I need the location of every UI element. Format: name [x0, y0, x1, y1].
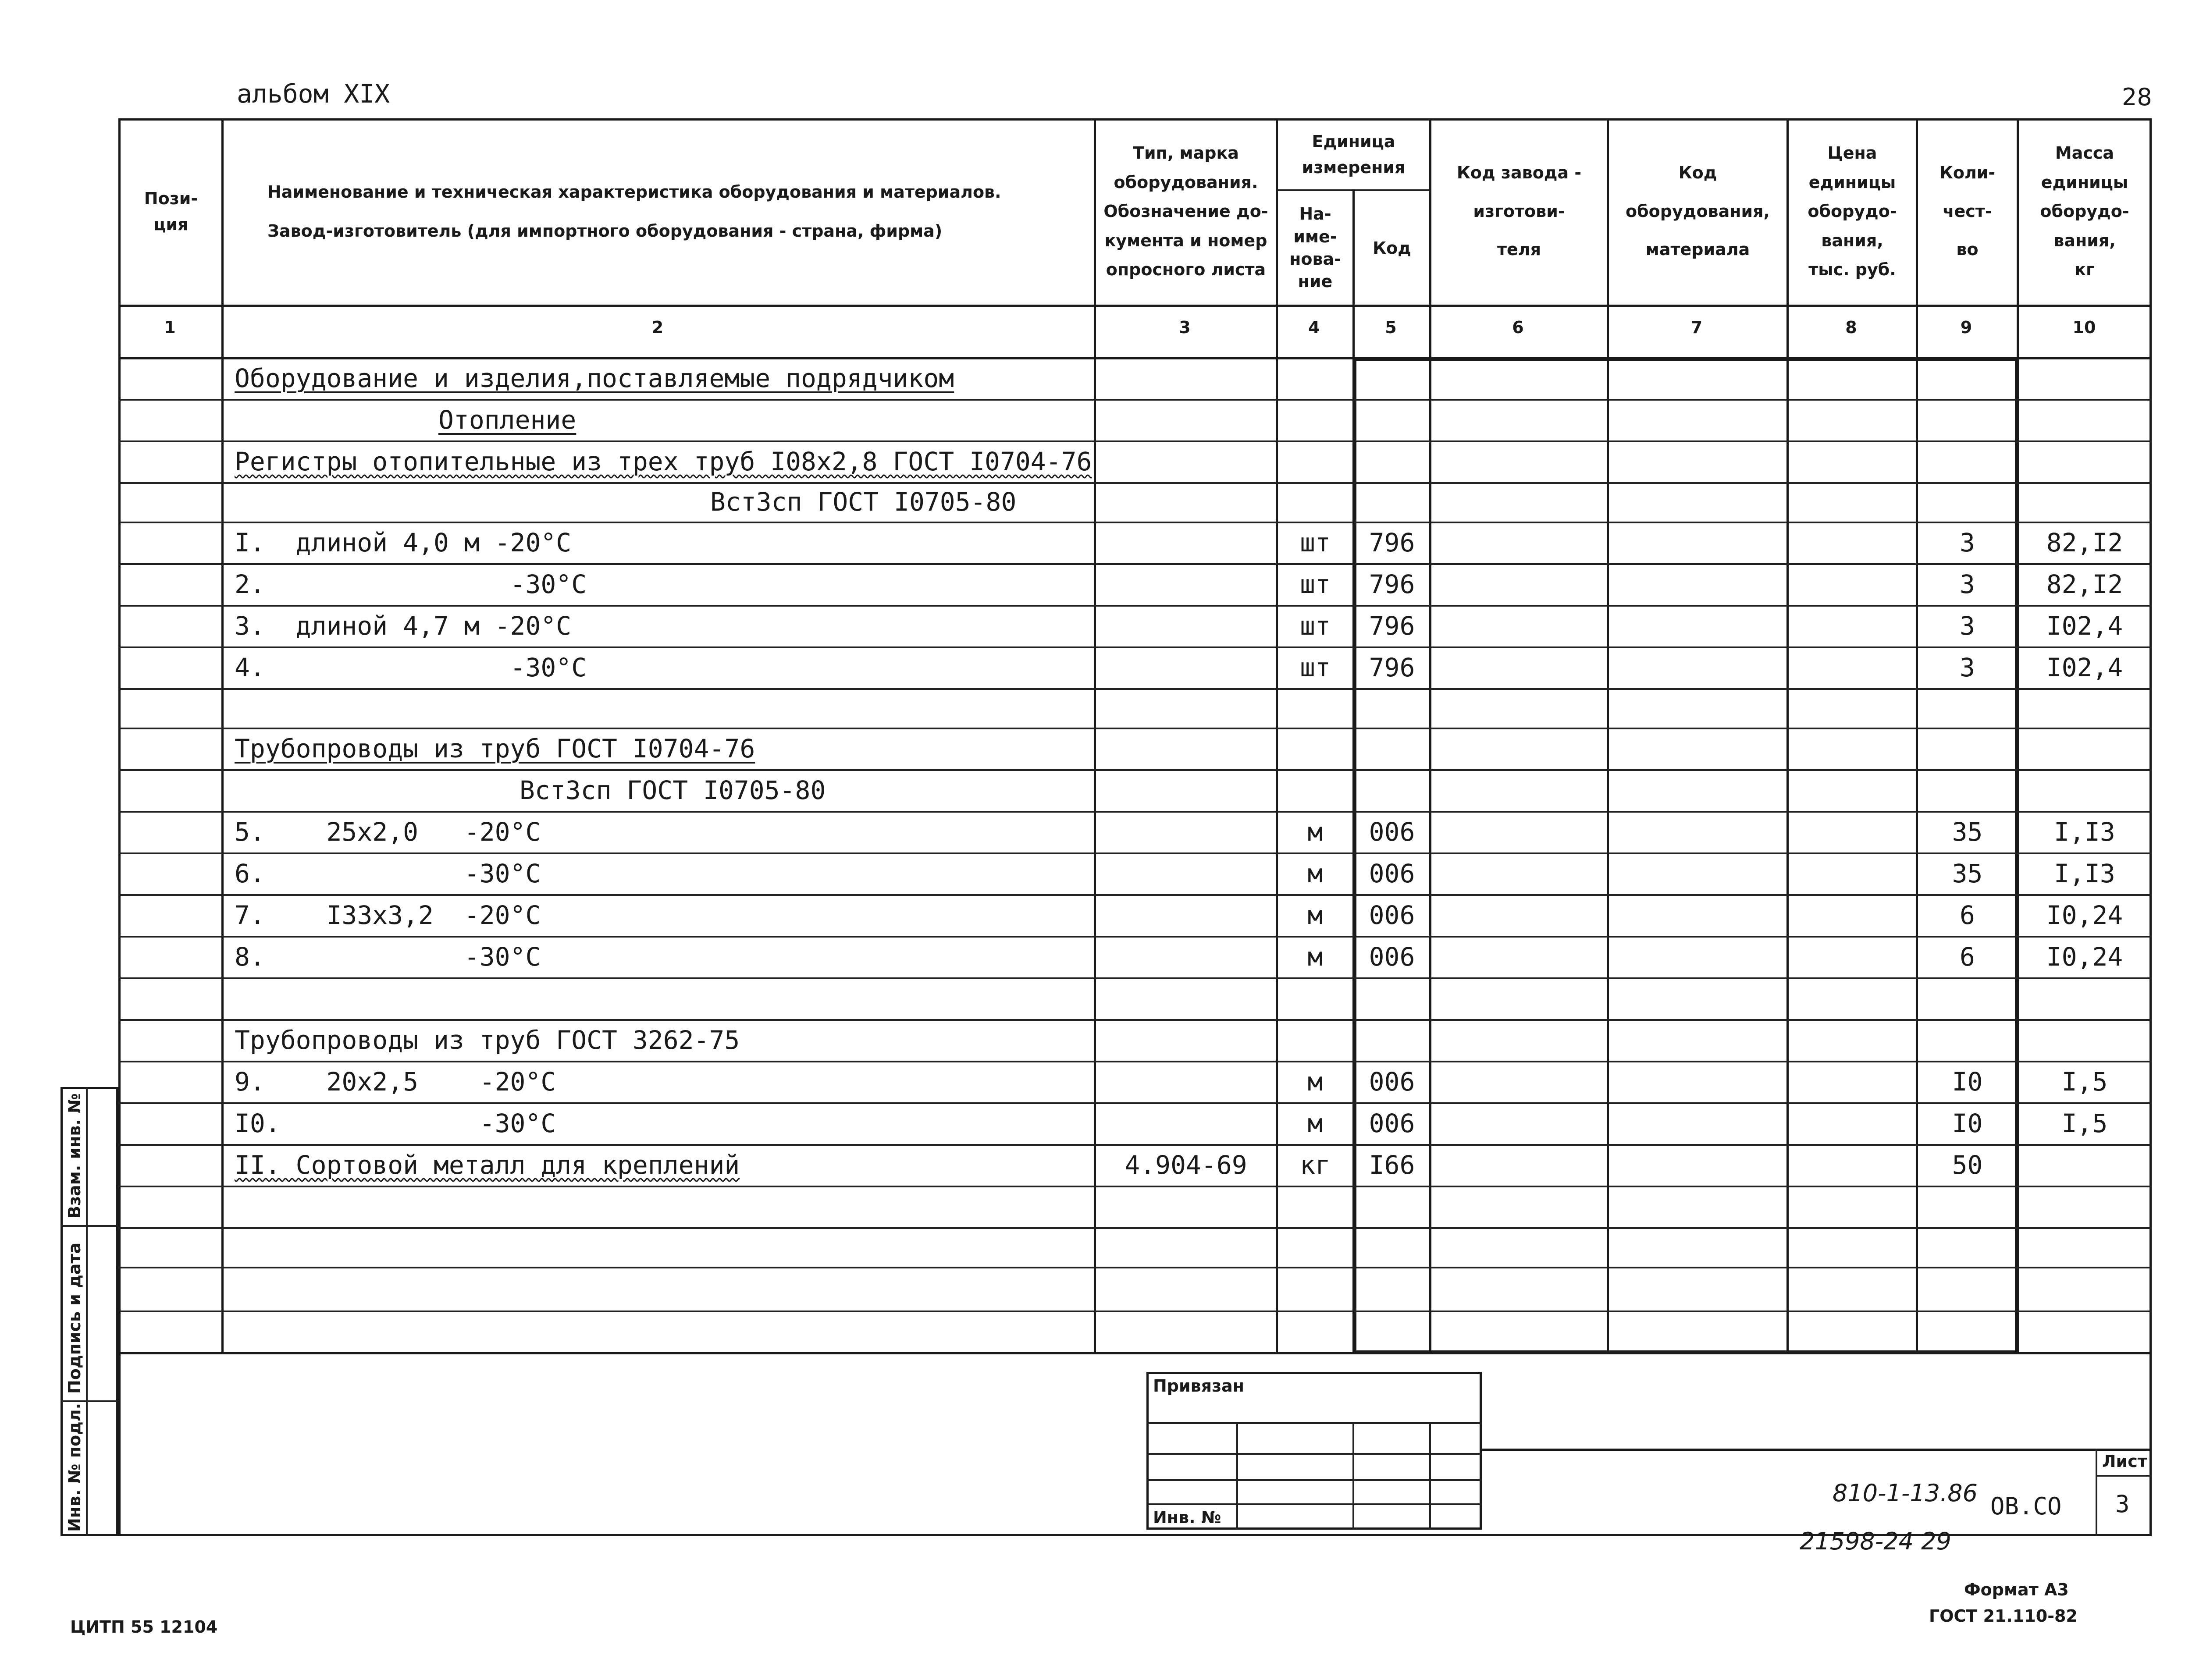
row-mass: I0,24	[2046, 941, 2123, 972]
row-line	[118, 1227, 2152, 1229]
row-unit: м	[1307, 941, 1323, 972]
row-name: 8. -30°C	[235, 941, 541, 972]
footer-left: ЦИТП 55 12104	[70, 1617, 218, 1637]
row-mass: I02,4	[2046, 611, 2123, 641]
body-bottom-line	[118, 1352, 2152, 1354]
column-number: 3	[1179, 318, 1191, 337]
col10-header: Масса единицы оборудо- вания, кг	[2040, 143, 2129, 280]
row-code: 006	[1369, 941, 1415, 972]
row-mass: 82,I2	[2046, 527, 2123, 558]
row-code: 006	[1369, 1108, 1415, 1138]
side-label-inv: Инв. № подл.	[65, 1403, 84, 1532]
row-mass: I0,24	[2046, 900, 2123, 930]
row-name: Трубопроводы из труб ГОСТ 3262-75	[235, 1025, 740, 1055]
col4-header: На- име- нова- ние	[1289, 204, 1341, 291]
handwritten-code: 810-1-13.86	[1833, 1479, 1978, 1507]
row-mass: I02,4	[2046, 652, 2123, 682]
side-stamp-divider	[86, 1087, 88, 1536]
row-mass: I,5	[2061, 1066, 2108, 1097]
row-unit: шт	[1300, 569, 1331, 599]
column-number: 5	[1385, 318, 1397, 337]
list-divider	[2096, 1449, 2097, 1536]
row-qty: 3	[1960, 611, 1975, 641]
row-qty: I0	[1952, 1108, 1983, 1138]
list-header-line	[2096, 1475, 2152, 1477]
row-name: Трубопроводы из труб ГОСТ I0704-76	[235, 733, 755, 764]
row-name: 4. -30°C	[235, 652, 587, 682]
row-unit: шт	[1300, 527, 1331, 558]
privyazan-line-2	[1146, 1453, 1482, 1455]
col5-header: Код	[1373, 238, 1411, 258]
row-qty: 3	[1960, 527, 1975, 558]
album-label: альбом XIX	[237, 79, 390, 109]
inv-no-label: Инв. №	[1153, 1508, 1221, 1527]
row-name: Оборудование и изделия,поставляемые подрядчиком	[235, 363, 954, 393]
row-mass: I,I3	[2054, 817, 2115, 847]
side-stamp-sep-1	[60, 1225, 118, 1227]
row-name: II. Сортовой металл для креплений	[235, 1150, 740, 1180]
row-qty: 6	[1960, 900, 1975, 930]
footer-gost: ГОСТ 21.110-82	[1929, 1606, 2078, 1626]
column-number: 8	[1845, 318, 1857, 337]
row-unit: шт	[1300, 652, 1331, 682]
row-code: 796	[1369, 569, 1415, 599]
row-name: ВстЗсп ГОСТ I0705-80	[710, 487, 1017, 517]
row-unit: м	[1307, 1066, 1323, 1097]
row-name: 3. длиной 4,7 м -20°C	[235, 611, 572, 641]
column-number: 10	[2072, 318, 2096, 337]
row-qty: 3	[1960, 652, 1975, 682]
header-bottom-line	[118, 305, 2152, 307]
unit-group-header: Единица измерения	[1302, 131, 1406, 177]
handwritten-bottom: 21598-24 29	[1800, 1527, 1951, 1555]
row-name: Регистры отопительные из трех труб I08x2,8 ГОСТ I0704-76	[235, 446, 1092, 476]
col2-header-line1: Наименование и техническая характеристика оборудования и материалов.	[267, 182, 1001, 202]
row-unit: м	[1307, 858, 1323, 888]
stamp-top-line	[1482, 1449, 2152, 1451]
row-code: 006	[1369, 1066, 1415, 1097]
privyazan-vline-2	[1352, 1422, 1354, 1530]
row-unit: кг	[1300, 1150, 1331, 1180]
row-name: I0. -30°C	[235, 1108, 556, 1138]
column-number: 2	[651, 318, 664, 337]
privyazan-line-1	[1146, 1422, 1482, 1424]
row-unit: м	[1307, 817, 1323, 847]
privyazan-vline-3	[1429, 1422, 1431, 1530]
row-name: ВстЗсп ГОСТ I0705-80	[520, 775, 826, 805]
row-line	[118, 1267, 2152, 1268]
column-number: 7	[1690, 318, 1703, 337]
row-code: 796	[1369, 652, 1415, 682]
row-mass: I,5	[2061, 1108, 2108, 1138]
side-stamp-sep-2	[60, 1400, 118, 1402]
row-name: 6. -30°C	[235, 858, 541, 888]
row-name: 2. -30°C	[235, 569, 587, 599]
privyazan-line-3	[1146, 1479, 1482, 1481]
row-qty: I0	[1952, 1066, 1983, 1097]
row-qty: 3	[1960, 569, 1975, 599]
list-label: Лист	[2102, 1452, 2147, 1471]
column-number: 6	[1512, 318, 1524, 337]
col6-header: Код завода - изготови- теля	[1456, 163, 1582, 259]
row-code: 796	[1369, 527, 1415, 558]
doc-code: ОВ.СО	[1990, 1492, 2062, 1520]
column-number: 1	[164, 318, 176, 337]
row-code: I66	[1369, 1150, 1415, 1180]
row-name	[235, 688, 1089, 728]
side-label-podpis: Подпись и дата	[65, 1242, 84, 1394]
row-name: Отопление	[438, 405, 576, 435]
col9-header: Коли- чест- во	[1939, 163, 1996, 259]
privyazan-line-4	[1146, 1503, 1482, 1505]
footer-format: Формат А3	[1964, 1580, 2069, 1599]
col3-header: Тип, марка оборудования. Обозначение до- кумента и номер опросного листа	[1103, 143, 1268, 280]
row-code: 006	[1369, 858, 1415, 888]
row-qty: 35	[1952, 858, 1983, 888]
side-label-vzam: Взам. инв. №	[65, 1093, 84, 1218]
row-unit: м	[1307, 900, 1323, 930]
column-number: 4	[1308, 318, 1320, 337]
row-unit: м	[1307, 1108, 1323, 1138]
privyazan-vline-1	[1236, 1422, 1238, 1530]
row-code: 006	[1369, 900, 1415, 930]
row-code: 796	[1369, 611, 1415, 641]
privyazan-box	[1146, 1372, 1482, 1530]
page-number: 28	[2122, 83, 2152, 111]
col1-header: Пози- ция	[144, 188, 198, 234]
row-code: 006	[1369, 817, 1415, 847]
col2-header	[224, 118, 1094, 305]
row-name: 5. 25x2,0 -20°C	[235, 817, 541, 847]
row-doc: 4.904-69	[1125, 1150, 1247, 1180]
row-line	[118, 1311, 2152, 1312]
row-name: 7. I33x3,2 -20°C	[235, 900, 541, 930]
row-qty: 35	[1952, 817, 1983, 847]
list-value: 3	[2115, 1490, 2130, 1518]
row-qty: 6	[1960, 941, 1975, 972]
col2-header-line2: Завод-изготовитель (для импортного оборудования - страна, фирма)	[267, 221, 943, 241]
row-unit: шт	[1300, 611, 1331, 641]
row-line	[118, 1186, 2152, 1187]
row-mass: I,I3	[2054, 858, 2115, 888]
row-name: I. длиной 4,0 м -20°C	[235, 527, 572, 558]
row-mass: 82,I2	[2046, 569, 2123, 599]
col7-header: Код оборудования, материала	[1626, 163, 1770, 259]
column-number: 9	[1960, 318, 1972, 337]
row-name	[235, 977, 1089, 1019]
privyazan-label: Привязан	[1153, 1376, 1245, 1396]
col8-header: Цена единицы оборудо- вания, тыс. руб.	[1808, 143, 1897, 280]
row-qty: 50	[1952, 1150, 1983, 1180]
row-name: 9. 20x2,5 -20°C	[235, 1066, 556, 1097]
